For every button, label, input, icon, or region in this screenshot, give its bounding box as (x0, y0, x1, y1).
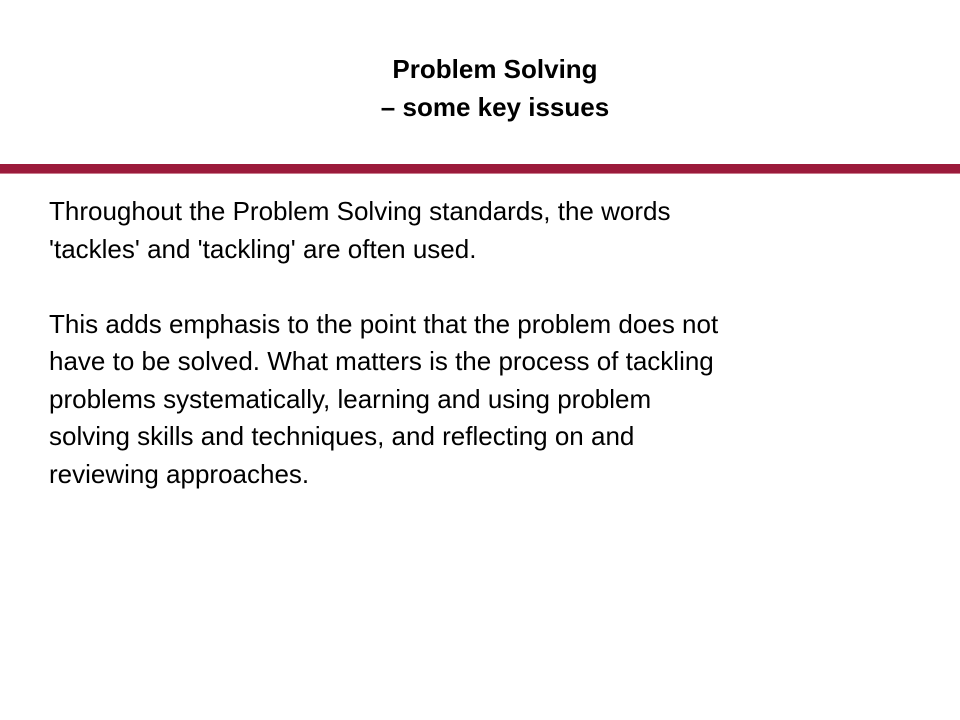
title-line-1: Problem Solving (392, 54, 598, 84)
paragraph-2-line-3: problems systematically, learning and using problem (49, 383, 652, 414)
paragraph-2-line-2: have to be solved. What matters is the process of tackling (49, 346, 714, 376)
paragraph-2 (49, 306, 929, 494)
slide-title (0, 50, 960, 126)
paragraph-1 (49, 193, 929, 268)
title-divider (0, 164, 960, 174)
paragraph-2-line-4: solving skills and techniques, and reflecting on and (49, 421, 635, 451)
paragraph-2-line-1: This adds emphasis to the point that the problem does not (49, 308, 719, 339)
paragraph-1-line-2: 'tackles' and 'tackling' are often used. (49, 233, 477, 264)
paragraph-1-line-1: Throughout the Problem Solving standards, the words (49, 196, 671, 226)
title-line-2: – some key issues (380, 92, 610, 122)
slide-body (49, 193, 929, 493)
paragraph-2-line-5: reviewing approaches. (49, 458, 310, 489)
